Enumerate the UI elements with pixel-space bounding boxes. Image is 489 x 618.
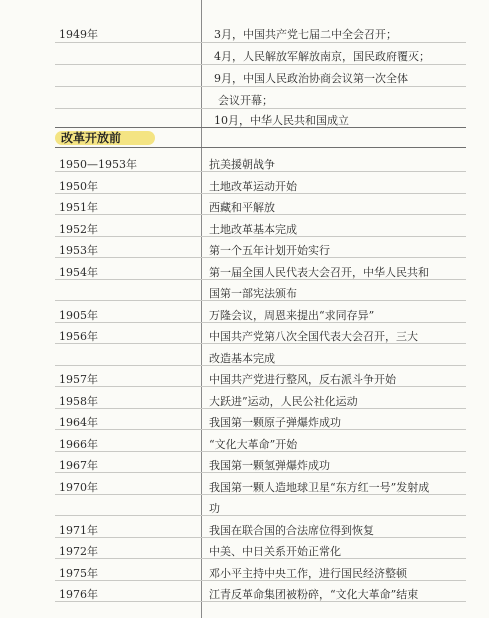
timeline-year: 1952年 — [59, 222, 98, 236]
timeline-event: 我国第一颗氢弹爆炸成功 — [209, 459, 330, 472]
timeline-event: 万隆会议，周恩来提出“求同存异” — [209, 308, 375, 322]
timeline-year: 1958年 — [59, 394, 98, 408]
timeline-year: 1905年 — [59, 308, 98, 322]
ruled-line — [55, 537, 466, 538]
ruled-line — [55, 494, 466, 495]
timeline-event: “文化大革命”开始 — [209, 437, 298, 451]
ruled-line — [55, 147, 466, 148]
timeline-event: 第一个五年计划开始实行 — [209, 244, 330, 257]
timeline-year: 1954年 — [59, 265, 98, 279]
ruled-line — [55, 214, 466, 215]
timeline-event: 中国共产党进行整风，反右派斗争开始 — [209, 373, 396, 386]
year-1949: 1949年 — [59, 28, 98, 41]
ruled-line — [55, 365, 466, 366]
event-line: 会议开幕； — [218, 94, 273, 107]
ruled-line — [55, 236, 466, 237]
timeline-year: 1972年 — [59, 545, 98, 558]
timeline-year: 1970年 — [59, 480, 98, 494]
timeline-event: 中国共产党第八次全国代表大会召开，三大 — [209, 330, 418, 343]
ruled-line — [55, 515, 466, 516]
timeline-year: 1953年 — [59, 244, 98, 257]
timeline-event: 中美、中日关系开始正常化 — [209, 545, 341, 558]
timeline-event: 抗美援朝战争 — [209, 158, 275, 171]
section-heading — [55, 128, 157, 146]
ruled-line — [55, 386, 466, 387]
timeline-year: 1971年 — [59, 523, 98, 537]
ruled-line — [55, 580, 466, 581]
timeline-event: 邓小平主持中央工作，进行国民经济整顿 — [209, 566, 407, 580]
timeline-event: 第一届全国人民代表大会召开，中华人民共和 — [209, 265, 429, 279]
ruled-line — [55, 108, 466, 109]
ruled-line — [55, 64, 466, 65]
timeline-year: 1957年 — [59, 373, 98, 386]
timeline-event: 江青反革命集团被粉碎，“文化大革命”结束 — [209, 588, 419, 601]
ruled-line — [55, 279, 466, 280]
event-line: 3月，中国共产党七届二中全会召开； — [214, 28, 397, 41]
ruled-line — [55, 86, 466, 87]
timeline-year: 1966年 — [59, 437, 98, 451]
timeline-event-continued: 国第一部宪法颁布 — [209, 287, 297, 300]
ruled-line — [55, 558, 466, 559]
timeline-event: 大跃进”运动，人民公社化运动 — [209, 394, 358, 408]
timeline-event: 我国第一颗人造地球卫星“东方红一号”发射成 — [209, 480, 430, 494]
ruled-line — [55, 408, 466, 409]
ruled-line — [55, 472, 466, 473]
timeline-event: 我国第一颗原子弹爆炸成功 — [209, 416, 341, 429]
timeline-event-continued: 改造基本完成 — [209, 351, 275, 365]
event-line: 10月，中华人民共和国成立 — [214, 114, 349, 127]
ruled-line — [55, 601, 466, 602]
ruled-line — [55, 429, 466, 430]
timeline-event: 土地改革运动开始 — [209, 179, 297, 193]
event-line: 9月，中国人民政治协商会议第一次全体 — [214, 72, 408, 85]
ruled-line — [55, 193, 466, 194]
ruled-line — [55, 171, 466, 172]
timeline-year: 1950年 — [59, 179, 98, 193]
timeline-event: 西藏和平解放 — [209, 201, 275, 214]
ruled-line — [55, 300, 466, 301]
ruled-line — [55, 42, 466, 43]
timeline-year: 1975年 — [59, 566, 98, 580]
timeline-year: 1950—1953年 — [59, 158, 137, 171]
section-title: 改革开放前 — [61, 131, 122, 145]
timeline-event-continued: 功 — [209, 502, 220, 515]
timeline-year: 1976年 — [59, 588, 98, 601]
timeline-event: 我国在联合国的合法席位得到恢复 — [209, 523, 374, 537]
ruled-line — [55, 451, 466, 452]
timeline-year: 1964年 — [59, 416, 98, 429]
event-line: 4月，人民解放军解放南京，国民政府覆灭； — [214, 50, 430, 63]
timeline-event: 土地改革基本完成 — [209, 222, 297, 236]
vertical-divider — [201, 0, 202, 618]
timeline-year: 1956年 — [59, 330, 98, 343]
ruled-line — [55, 343, 466, 344]
timeline-year: 1967年 — [59, 459, 98, 472]
ruled-line — [55, 322, 466, 323]
ruled-line — [55, 257, 466, 258]
timeline-year: 1951年 — [59, 201, 98, 214]
